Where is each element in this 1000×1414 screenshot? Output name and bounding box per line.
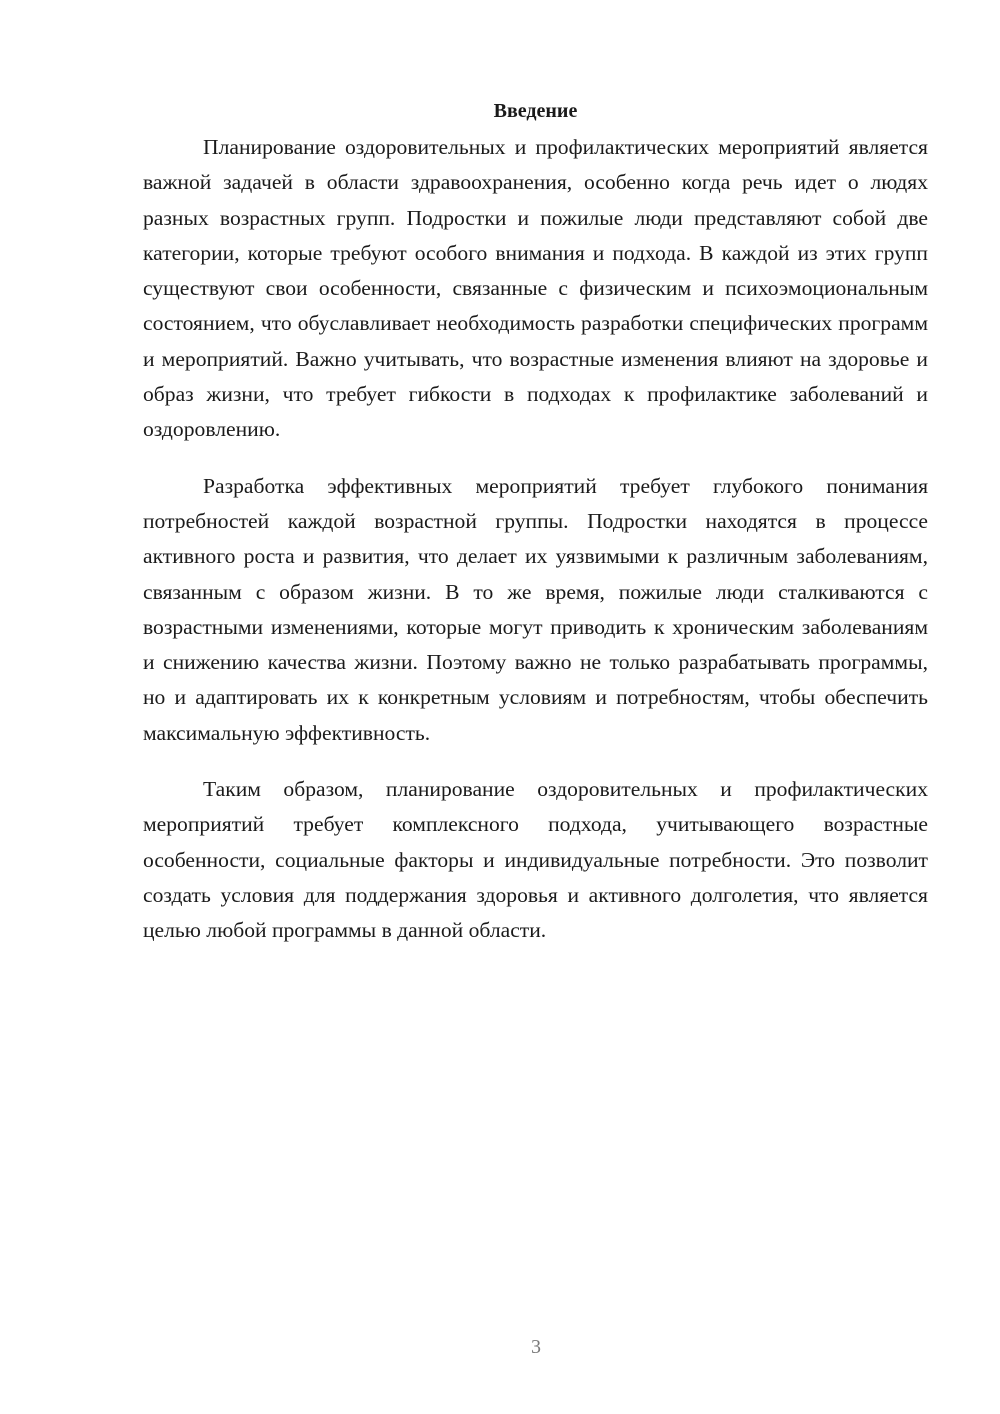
- section-title: Введение: [493, 100, 578, 122]
- paragraph-2: Разработка эффективных мероприятий требует глубокого понимания потребностей каждой возрастной группы. Подростки находятся в процессе активного роста и развития, что делает их уязвимыми к различным заболеваниям, связанным с образом жизни. В то же время, пожилые люди сталкиваются с возрастными изменениями, которые могут приводить к хроническим заболеваниям и снижению качества жизни. Поэтому важно не только разрабатывать программы, но и адаптировать их к конкретным условиям и потребностям, чтобы обеспечить максимальную эффективность.: [143, 473, 928, 745]
- page-number: 3: [531, 1336, 541, 1358]
- paragraph-3: Таким образом, планирование оздоровительных и профилактических мероприятий требует комплексного подхода, учитывающего возрастные особенности, социальные факторы и индивидуальные потребности. Это позволит создать условия для поддержания здоровья и активного долголетия, что является целью любой программы в данной области.: [143, 777, 928, 943]
- page-content: [143, 96, 928, 949]
- paragraph-1: Планирование оздоровительных и профилактических мероприятий является важной задачей в области здравоохранения, особенно когда речь идет о людях разных возрастных групп. Подростки и пожилые люди представляют собой две категории, которые требуют особого внимания и подхода. В каждой из этих групп существуют свои особенности, связанные с физическим и психоэмоциональным состоянием, что обуславливает необходимость разработки специфических программ и мероприятий. Важно учитывать, что возрастные изменения влияют на здоровье и образ жизни, что требует гибкости в подходах к профилактике заболеваний и оздоровлению.: [143, 135, 928, 442]
